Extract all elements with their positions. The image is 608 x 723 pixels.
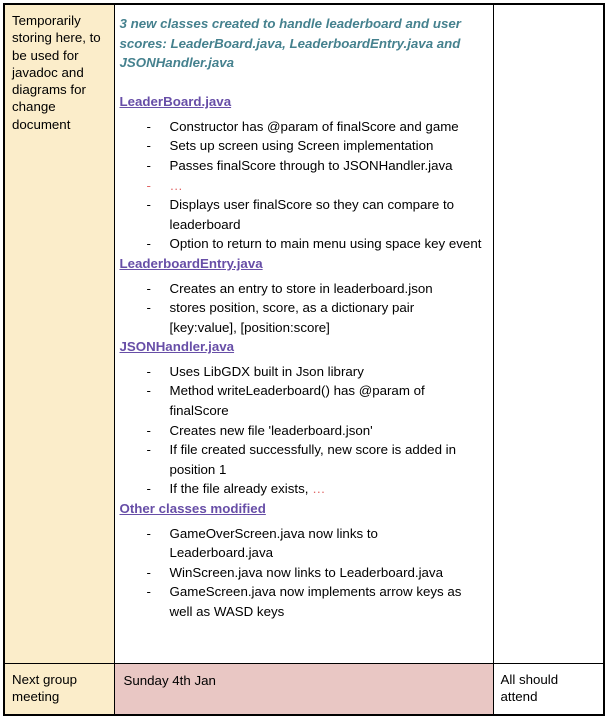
list-item [120, 421, 484, 441]
bullet-list [120, 524, 493, 622]
list-item-text: GameOverScreen.java now links to Leaderboard.java [169, 525, 378, 561]
list-item-text: Uses LibGDX built in Json library [169, 363, 364, 379]
list-item-text: Method writeLeaderboard() has @param of finalScore [169, 383, 425, 419]
list-item [120, 195, 484, 234]
bullet-list [120, 279, 493, 338]
list-item-text: stores position, score, as a dictionary pair [key:value], [position:score] [169, 300, 415, 335]
list-item-text: Option to return to main menu using space key event [169, 236, 482, 252]
list-item-text: Creates new file 'leaderboard.json' [169, 422, 373, 438]
intro-text: 3 new classes created to handle leaderboard and user scores: LeaderBoard.java, LeaderboardEntry.java and JSONHandler.java [119, 16, 461, 71]
list-item [120, 479, 484, 499]
row1-main-cell [114, 4, 493, 663]
list-item-text: Passes finalScore through to JSONHandler.java [169, 157, 453, 173]
row2-right-cell [493, 663, 604, 715]
section-heading-link[interactable]: Other classes modified [119, 501, 266, 517]
list-item [120, 582, 484, 621]
meeting-date-text: Sunday 4th Jan [123, 672, 216, 688]
list-item [120, 298, 484, 337]
list-item [120, 362, 484, 382]
row1-left-note-cell [4, 4, 114, 663]
list-item [120, 563, 484, 583]
list-item [120, 234, 484, 254]
list-item [120, 156, 484, 176]
list-item [120, 136, 484, 156]
section-heading-link[interactable]: JSONHandler.java [119, 339, 235, 355]
attendance-note-text: All should attend [500, 671, 559, 704]
list-item [120, 440, 484, 479]
list-item-text: WinScreen.java now links to Leaderboard.java [169, 564, 443, 580]
list-item-text: If file created successfully, new score is added in position 1 [169, 442, 457, 477]
notes-table [3, 3, 605, 716]
bullet-list [120, 362, 493, 499]
list-item [120, 381, 484, 420]
list-item [120, 279, 484, 299]
left-note-text: Temporarily storing here, to be used for javadoc and diagrams for change document [12, 13, 101, 132]
list-item [120, 117, 484, 137]
row2-left-cell [4, 663, 114, 715]
table-row-meeting [4, 663, 604, 715]
list-item [120, 176, 484, 196]
section-heading-link[interactable]: LeaderboardEntry.java [119, 255, 263, 271]
list-item-text: GameScreen.java now implements arrow keys as well as WASD keys [169, 584, 462, 620]
row2-middle-cell [114, 663, 493, 715]
next-meeting-label: Next group meeting [12, 671, 78, 704]
class-notes-sections [120, 92, 493, 621]
list-item-text: Creates an entry to store in leaderboard.json [169, 280, 433, 296]
list-item [120, 524, 484, 563]
bullet-list [120, 117, 493, 254]
list-item-text: If the file already exists, [169, 481, 313, 497]
list-item-text: … [312, 481, 326, 497]
row1-empty-cell [493, 4, 604, 663]
blank-line [120, 73, 493, 92]
list-item-text: Sets up screen using Screen implementation [169, 138, 434, 154]
list-item-text: … [169, 177, 183, 193]
table-row-content [4, 4, 604, 663]
list-item-text: Displays user finalScore so they can compare to leaderboard [169, 197, 455, 232]
list-item-text: Constructor has @param of finalScore and game [169, 118, 459, 134]
section-heading-link[interactable]: LeaderBoard.java [119, 94, 232, 110]
